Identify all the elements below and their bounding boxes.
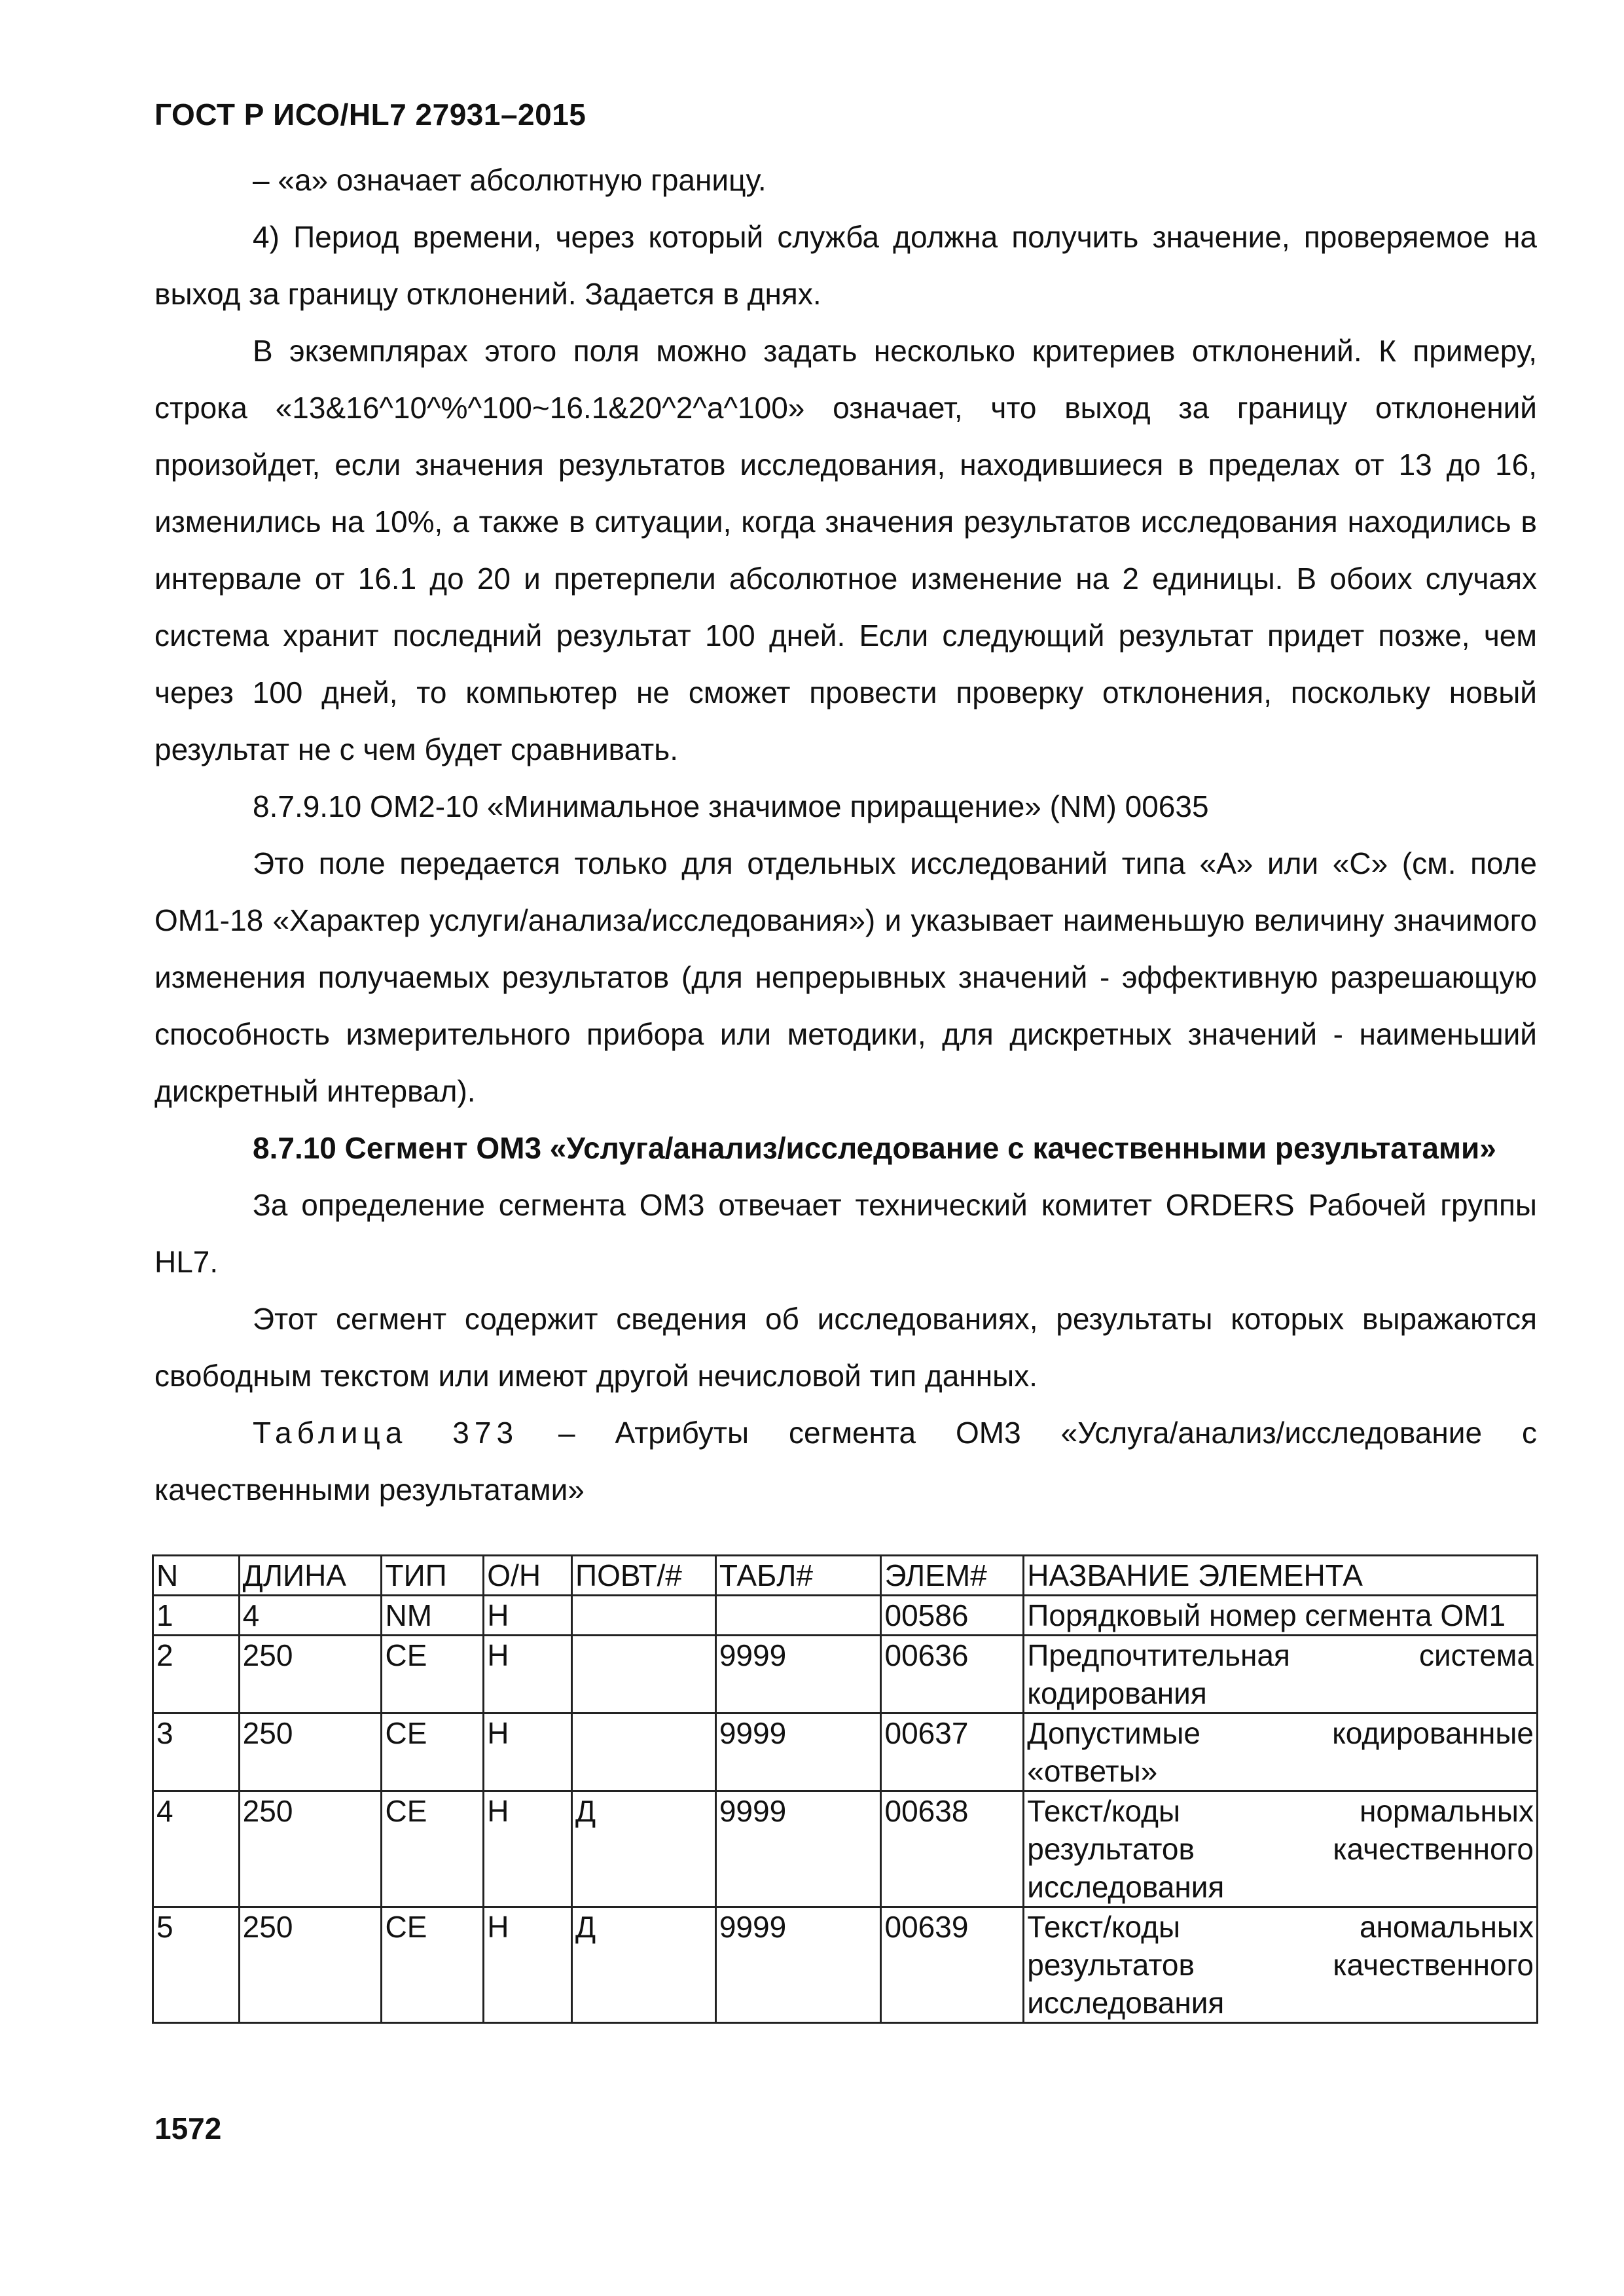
table-cell: Д (572, 1907, 716, 2023)
table-cell: 3 (153, 1713, 240, 1791)
table-cell: CE (382, 1791, 484, 1907)
paragraph-segment-info: Этот сегмент содержит сведения об исследованиях, результаты которых выражаются свободным текстом или имеют другой нечисловой тип данных. (154, 1302, 1537, 1393)
table-cell: 9999 (715, 1636, 881, 1713)
table-cell: 1 (153, 1596, 240, 1636)
table-cell: Текст/коды нормальных результатов качественного исследования (1024, 1791, 1538, 1907)
column-header: ТИП (382, 1556, 484, 1596)
paragraph-field-heading: 8.7.9.10 OM2-10 «Минимальное значимое приращение» (NM) 00635 (253, 789, 1209, 823)
table-cell: 00637 (881, 1713, 1024, 1791)
table-cell (715, 1596, 881, 1636)
document-body (154, 152, 1537, 1518)
table-cell: CE (382, 1713, 484, 1791)
table-header-row (153, 1556, 1538, 1596)
paragraph-absolute-border: – «а» означает абсолютную границу. (253, 163, 767, 197)
table-cell: 250 (239, 1907, 382, 2023)
table-cell: 9999 (715, 1907, 881, 2023)
table-cell: 4 (153, 1791, 240, 1907)
table-cell: 250 (239, 1636, 382, 1713)
table-cell: Порядковый номер сегмента OM1 (1024, 1596, 1538, 1636)
paragraph-time-period: 4) Период времени, через который служба должна получить значение, проверяемое на выход за границу отклонений. Задается в днях. (154, 220, 1537, 311)
column-header: N (153, 1556, 240, 1596)
table-cell (572, 1713, 716, 1791)
table-cell: 5 (153, 1907, 240, 2023)
table-cell: 4 (239, 1596, 382, 1636)
table-caption-label: Таблица 373 (253, 1416, 519, 1450)
table-cell: CE (382, 1636, 484, 1713)
paragraph-deviation-example: В экземплярах этого поля можно задать несколько критериев отклонений. К примеру, строка «13&16^10^%^100~16.1&20^2^a^100» означает, что выход за границу отклонений произойдет, если значения результатов исследования, находившиеся в пределах от 13 до 16, изменились на 10%, а также в ситуации, когда значения результатов исследования находились в интервале от 16.1 до 20 и претерпели абсолютное изменение на 2 единицы. В обоих случаях система хранит последний результат 100 дней. Если следующий результат придет позже, чем через 100 дней, то компьютер не сможет провести проверку отклонения, поскольку новый результат не с чем будет сравнивать. (154, 334, 1537, 766)
table-row (153, 1596, 1538, 1636)
table-cell: 00638 (881, 1791, 1024, 1907)
table-cell: 250 (239, 1791, 382, 1907)
table-cell: 250 (239, 1713, 382, 1791)
table-cell: Н (484, 1713, 572, 1791)
table-cell: Текст/коды аномальных результатов качественного исследования (1024, 1907, 1538, 2023)
table-cell: Н (484, 1636, 572, 1713)
table-cell: 00639 (881, 1907, 1024, 2023)
table-cell: Допустимые кодированные «ответы» (1024, 1713, 1538, 1791)
column-header: О/Н (484, 1556, 572, 1596)
table-cell (572, 1636, 716, 1713)
table-cell: Н (484, 1907, 572, 2023)
table-cell: CE (382, 1907, 484, 2023)
table-row (153, 1791, 1538, 1907)
attributes-table (152, 1554, 1538, 2024)
page-number: 1572 (154, 2111, 222, 2145)
table-cell: 2 (153, 1636, 240, 1713)
section-title: 8.7.10 Сегмент OM3 «Услуга/анализ/исследование с качественными результатами» (253, 1131, 1496, 1165)
table-caption (154, 1405, 1537, 1518)
table-row (153, 1636, 1538, 1713)
table-cell: NM (382, 1596, 484, 1636)
table-cell: 00636 (881, 1636, 1024, 1713)
table-caption-text: – Атрибуты сегмента OM3 «Услуга/анализ/исследование с качественными результатами» (154, 1416, 1537, 1507)
table-cell: Д (572, 1791, 716, 1907)
document-header: ГОСТ Р ИСО/HL7 27931–2015 (154, 98, 586, 132)
column-header: ТАБЛ# (715, 1556, 881, 1596)
column-header: НАЗВАНИЕ ЭЛЕМЕНТА (1024, 1556, 1538, 1596)
table-cell: Н (484, 1596, 572, 1636)
paragraph-committee: За определение сегмента OM3 отвечает технический комитет ORDERS Рабочей группы HL7. (154, 1188, 1537, 1279)
table-cell: 9999 (715, 1791, 881, 1907)
table-cell: 00586 (881, 1596, 1024, 1636)
column-header: ДЛИНА (239, 1556, 382, 1596)
table-row (153, 1907, 1538, 2023)
column-header: ПОВТ/# (572, 1556, 716, 1596)
table-cell: Предпочтительная система кодирования (1024, 1636, 1538, 1713)
column-header: ЭЛЕМ# (881, 1556, 1024, 1596)
table-cell (572, 1596, 716, 1636)
table-cell: Н (484, 1791, 572, 1907)
table-cell: 9999 (715, 1713, 881, 1791)
table-row (153, 1713, 1538, 1791)
paragraph-field-description: Это поле передается только для отдельных исследований типа «А» или «С» (см. поле OM1-18 «Характер услуги/анализа/исследования») и указывает наименьшую величину значимого изменения получаемых результатов (для непрерывных значений - эффективную разрешающую способность измерительного прибора или методики, для дискретных значений - наименьший дискретный интервал). (154, 846, 1537, 1108)
